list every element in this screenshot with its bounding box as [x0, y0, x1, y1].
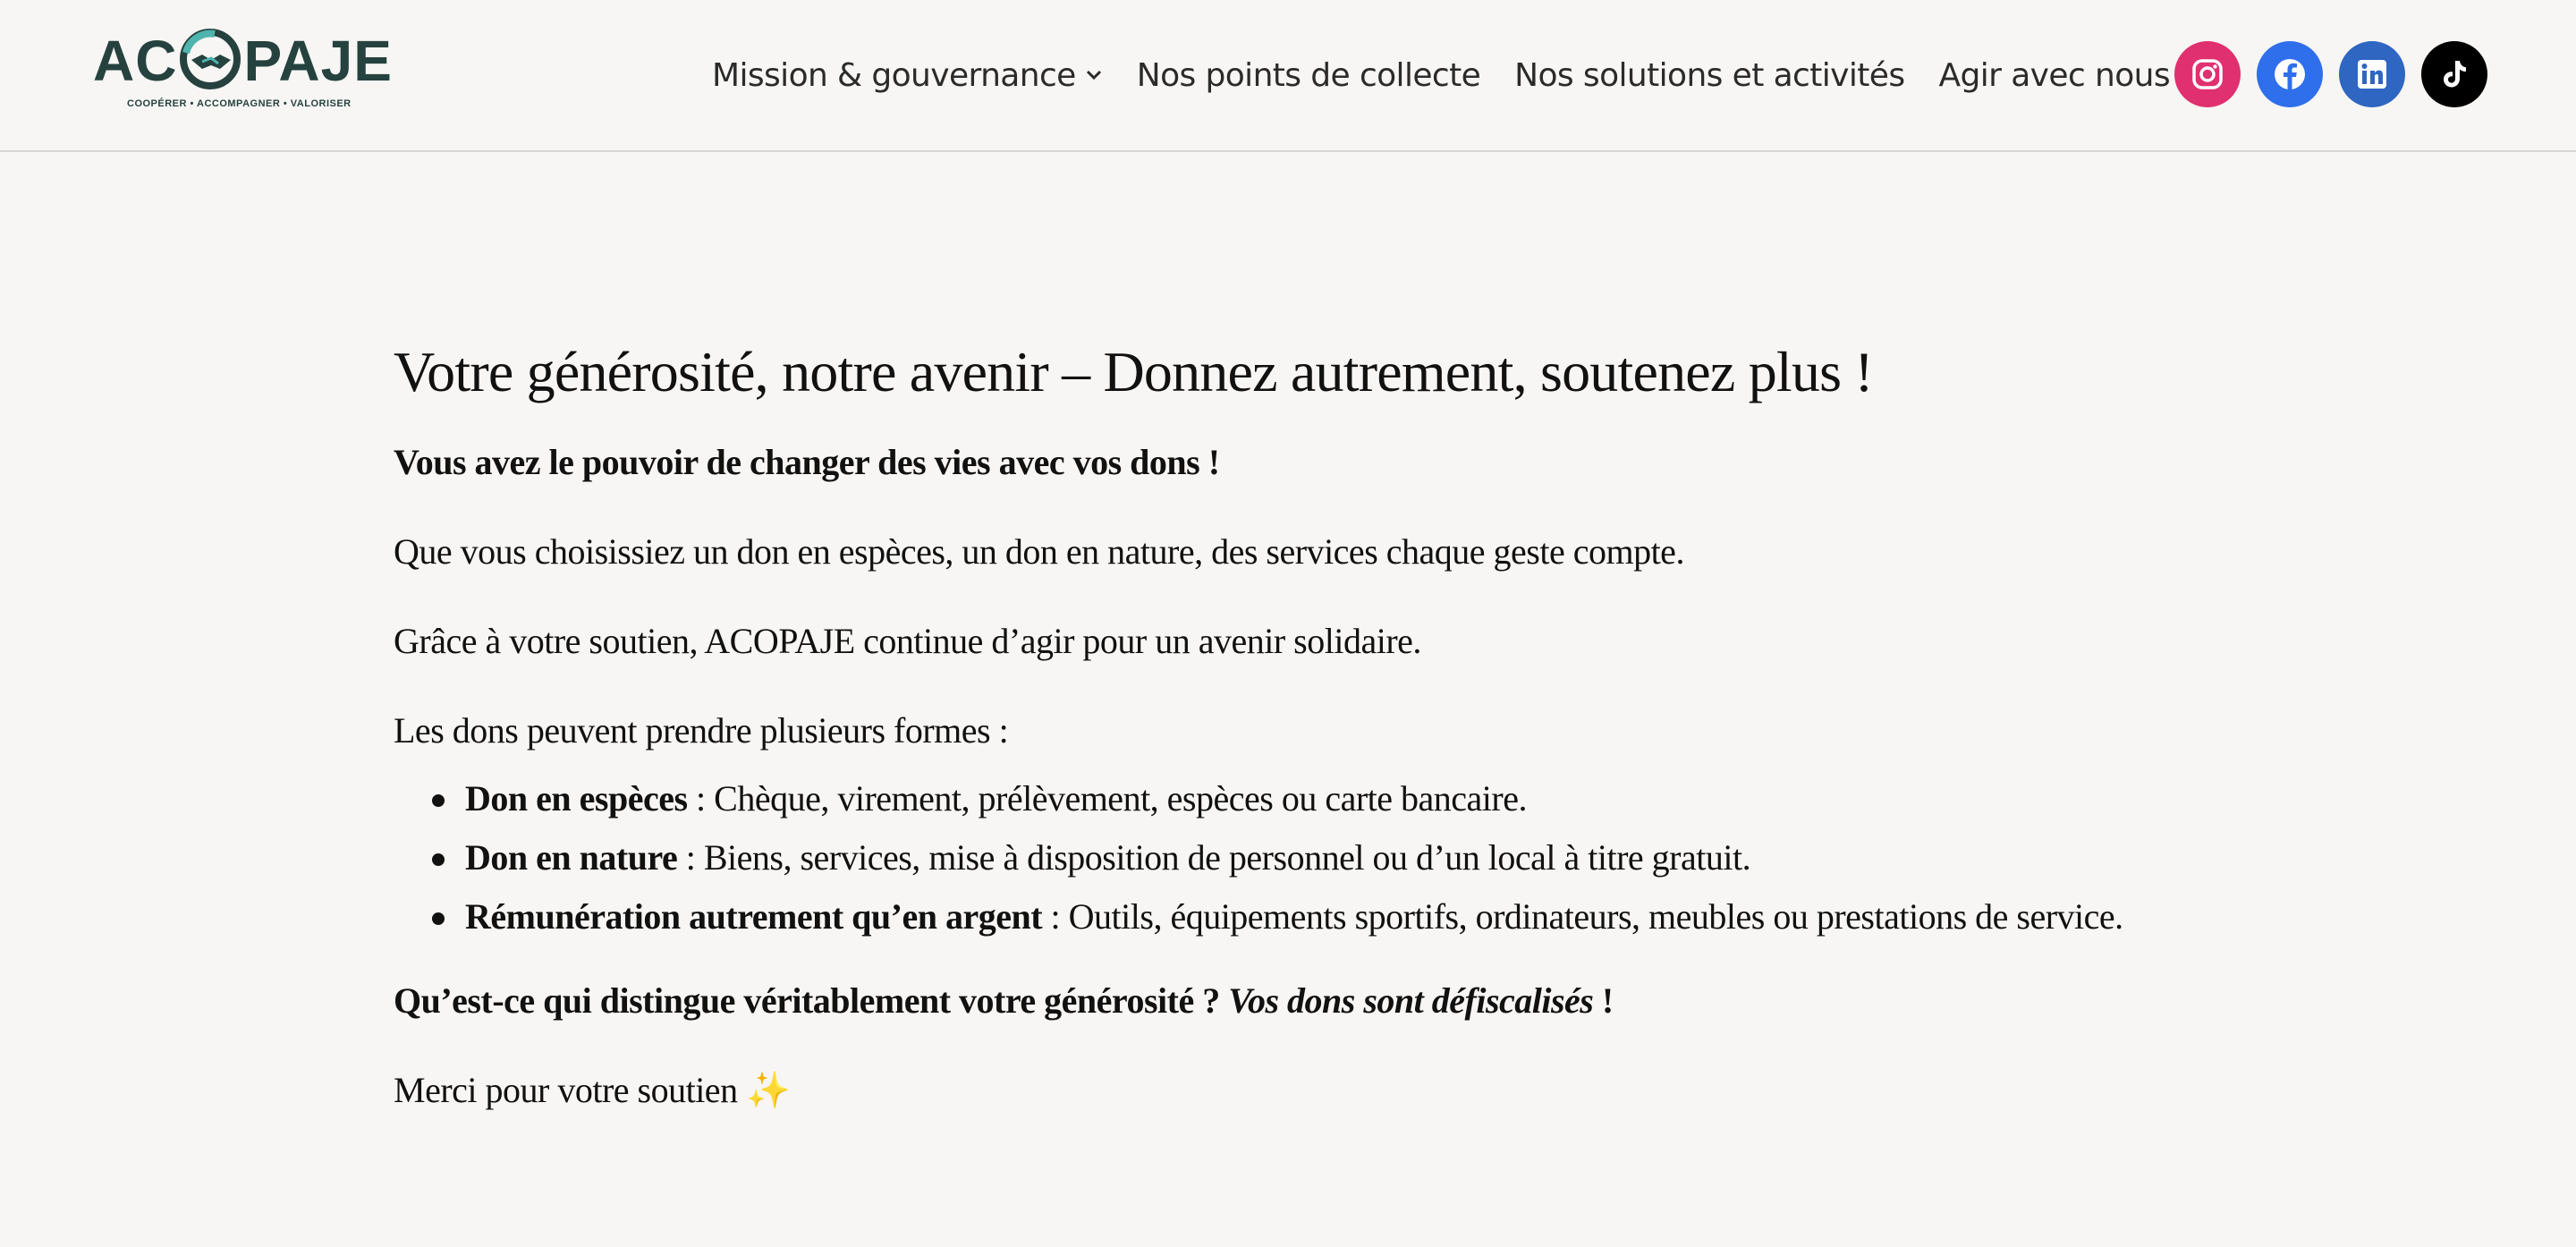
nav-item-solutions-activites[interactable] — [1514, 57, 1904, 94]
site-header — [0, 0, 2576, 152]
facebook-icon — [2271, 55, 2309, 93]
bullet-dot — [432, 794, 445, 807]
list-item — [394, 895, 2147, 939]
logo-text-left: AC — [93, 29, 178, 93]
nav-item-points-de-collecte[interactable] — [1137, 57, 1480, 94]
instagram-link[interactable] — [2174, 41, 2241, 107]
linkedin-link[interactable] — [2339, 41, 2405, 107]
facebook-link[interactable] — [2257, 41, 2323, 107]
paragraph-support: Grâce à votre soutien, ACOPAJE continue d’agir pour un avenir solidaire. — [394, 621, 1421, 661]
bullet-dot — [432, 912, 445, 925]
tax-question — [394, 979, 2182, 1023]
list-item-text: : Outils, équipements sportifs, ordinateurs, meubles ou prestations de service. — [1042, 896, 2123, 937]
tiktok-link[interactable] — [2421, 41, 2487, 107]
forms-heading: Les dons peuvent prendre plusieurs formes : — [394, 710, 1009, 751]
instagram-icon — [2189, 55, 2226, 93]
donation-forms-list — [394, 776, 2182, 939]
tax-question-text: Qu’est-ce qui distingue véritablement votre générosité ? — [394, 980, 1229, 1021]
intro-text: Vous avez le pouvoir de changer des vies avec vos dons ! — [394, 442, 1220, 482]
main-content — [394, 333, 2182, 1158]
tax-question-italic: Vos dons sont défiscalisés — [1228, 980, 1594, 1021]
nav-item-agir-avec-nous[interactable] — [1939, 57, 2198, 94]
bullet-dot — [432, 853, 445, 866]
nav-item-mission-gouvernance[interactable] — [712, 57, 1103, 94]
list-item-term: Rémunération autrement qu’en argent — [465, 896, 1043, 937]
list-item-text: : Chèque, virement, prélèvement, espèces ou carte bancaire. — [687, 778, 1527, 819]
nav-item-label: Mission & gouvernance — [712, 56, 1076, 94]
tiktok-icon — [2436, 55, 2473, 93]
linkedin-icon — [2353, 55, 2391, 93]
thanks-text — [394, 1068, 2182, 1113]
logo-wordmark — [93, 27, 393, 95]
paragraph-donation-types: Que vous choisissiez un don en espèces, un don en nature, des services chaque geste compte. — [394, 531, 1684, 572]
nav-item-label: Nos solutions et activités — [1514, 56, 1905, 94]
list-item-text: : Biens, services, mise à disposition de personnel ou d’un local à titre gratuit. — [677, 837, 1751, 878]
list-item — [394, 836, 2147, 880]
nav-item-label: Nos points de collecte — [1136, 56, 1481, 94]
tax-question-end: ! — [1593, 980, 1614, 1021]
list-item-term: Don en espèces — [465, 778, 688, 819]
sparkles-icon: ✨ — [746, 1070, 791, 1110]
list-item-term: Don en nature — [465, 837, 678, 878]
handshake-icon — [179, 28, 242, 90]
list-item — [394, 776, 2147, 821]
logo-tagline: COOPÉRER • ACCOMPAGNER • VALORISER — [127, 98, 352, 109]
social-links — [2174, 41, 2504, 107]
logo-text-right: PAJE — [243, 29, 393, 93]
main-navigation — [712, 52, 2231, 98]
site-logo[interactable] — [93, 23, 393, 116]
page-title: Votre générosité, notre avenir – Donnez autrement, soutenez plus ! — [394, 340, 1873, 403]
thanks-message: Merci pour votre soutien — [394, 1070, 747, 1110]
chevron-down-icon — [1085, 69, 1103, 81]
nav-item-label: Agir avec nous — [1938, 56, 2170, 94]
